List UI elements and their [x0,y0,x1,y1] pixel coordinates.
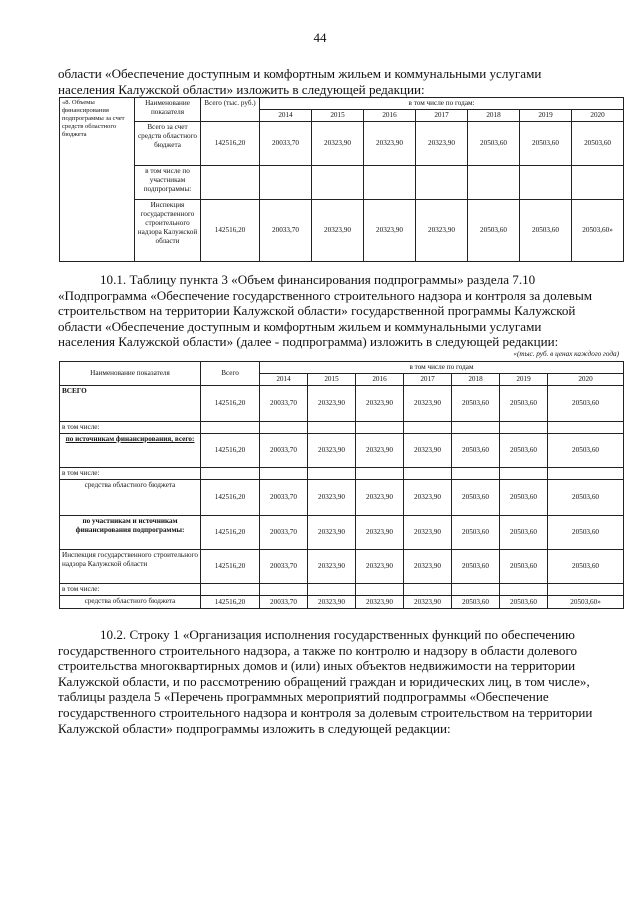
row-value: 20503,60 [548,516,624,550]
row-total: 142516,20 [201,122,260,166]
row-value [308,584,356,596]
intro-paragraph [58,66,618,97]
row-value [500,468,548,480]
year-header: 2017 [416,110,468,122]
row-value [260,422,308,434]
row-value: 20503,60 [452,516,500,550]
page-number: 44 [313,30,327,45]
row-value: 20503,60 [500,596,548,609]
row-value: 20033,70 [260,434,308,468]
row-value: 20323,90 [356,550,404,584]
section-label: «8. Объемы финансирования подпрограммы за счет средств областного бюджета [60,98,135,262]
header-total: Всего (тыс. руб.) [201,98,260,122]
table-row [60,480,624,516]
row-total [201,468,260,480]
row-value: 20503,60 [500,434,548,468]
row-value: 20323,90 [404,386,452,422]
row-name: в том числе по участникам подпрограммы: [135,166,201,200]
row-value: 20323,90 [312,122,364,166]
year-header: 2014 [260,374,308,386]
row-value: 20323,90 [308,386,356,422]
row-value [416,166,468,200]
row-total [201,584,260,596]
row-value: 20503,60 [548,434,624,468]
year-header: 2017 [404,374,452,386]
row-value [356,468,404,480]
text-line: 10.1. Таблицу пункта 3 «Объем финансирования подпрограммы» раздела 7.10 [100,272,536,287]
row-value: 20503,60 [500,480,548,516]
header-including: в том числе по годам: [260,98,624,110]
row-value [260,468,308,480]
row-total: 142516,20 [201,480,260,516]
text-line: области «Обеспечение доступным и комфортным жильем и коммунальными услугами [58,318,542,334]
header-name: Наименование показателя [135,98,201,122]
header-total: Всего [201,362,260,386]
row-value [308,422,356,434]
row-value [260,166,312,200]
row-value: 20323,90 [356,516,404,550]
row-value [404,584,452,596]
row-total: 142516,20 [201,516,260,550]
row-value: 20323,90 [308,480,356,516]
row-value [364,166,416,200]
row-value: 20323,90 [356,434,404,468]
year-header: 2020 [548,374,624,386]
row-name: средства областного бюджета [60,596,201,609]
row-value: 20503,60 [500,550,548,584]
text-line: таблицы раздела 5 «Перечень программных мероприятий подпрограммы «Обеспечение [58,689,549,705]
text-line: государственного строительного надзора, а также по контролю и надзору в области долевого [58,642,578,658]
row-total: 142516,20 [201,596,260,609]
text-line: Калужской области, и по рассмотрению обращений граждан и юридических лиц, в том числе», [58,673,590,689]
table-row [60,434,624,468]
row-value: 20323,90 [308,516,356,550]
row-value: 20033,70 [260,516,308,550]
row-total [201,166,260,200]
row-name: Всего за счет средств областного бюджета [135,122,201,166]
row-value: 20503,60 [572,122,624,166]
row-value: 20503,60» [548,596,624,609]
year-header: 2018 [468,110,520,122]
row-value [468,166,520,200]
row-value: 20033,70 [260,200,312,262]
row-value [548,422,624,434]
text-line: области «Обеспечение доступным и комфортным жильем и коммунальными услугами [58,66,542,81]
row-total: 142516,20 [201,200,260,262]
text-line: Калужской области» подпрограммы изложить в следующей редакции: [58,720,451,736]
row-name: в том числе: [60,422,201,434]
row-value: 20503,60 [452,386,500,422]
table-row [60,200,624,262]
row-value [520,166,572,200]
row-value: 20033,70 [260,480,308,516]
row-name: Инспекция государственного строительного надзора Калужской области [60,550,201,584]
row-name: средства областного бюджета [60,480,201,516]
table-row [60,386,624,422]
row-value: 20503,60 [548,480,624,516]
row-value [312,166,364,200]
row-value: 20323,90 [308,434,356,468]
row-total [201,422,260,434]
row-value: 20503,60 [520,122,572,166]
table-row [60,550,624,584]
row-value [356,422,404,434]
unit-note: «(тыс. руб. в ценах каждого года) [513,350,619,358]
row-value: 20323,90 [416,200,468,262]
row-name: ВСЕГО [60,386,201,422]
paragraph-10-1 [58,272,618,350]
row-value: 20503,60 [468,200,520,262]
row-value: 20503,60 [500,516,548,550]
text-line: населения Калужской области» изложить в следующей редакции: [58,81,425,97]
row-value: 20033,70 [260,596,308,609]
row-value: 20503,60 [500,386,548,422]
row-name: по участникам и источникам финансирования подпрограммы: [60,516,201,550]
financing-table-1 [59,97,624,262]
table-row [60,122,624,166]
year-header: 2015 [312,110,364,122]
row-value: 20323,90 [416,122,468,166]
row-value [260,584,308,596]
row-total: 142516,20 [201,550,260,584]
row-value [452,468,500,480]
row-value [308,468,356,480]
row-value: 20033,70 [260,550,308,584]
row-value: 20323,90 [404,516,452,550]
year-header: 2015 [308,374,356,386]
row-value: 20323,90 [404,550,452,584]
table-row [60,422,624,434]
row-value: 20323,90 [356,596,404,609]
row-value: 20323,90 [404,434,452,468]
row-value [404,422,452,434]
row-name: по источникам финансирования, всего: [60,434,201,468]
row-value: 20323,90 [404,596,452,609]
year-header: 2019 [500,374,548,386]
year-header: 2016 [364,110,416,122]
row-name: в том числе: [60,584,201,596]
row-value: 20323,90 [312,200,364,262]
table-row [60,516,624,550]
table-row [60,166,624,200]
year-header: 2018 [452,374,500,386]
row-value: 20323,90 [356,480,404,516]
row-name: Инспекция государственного строительного надзора Калужской области [135,200,201,262]
row-value [548,468,624,480]
row-value: 20503,60 [520,200,572,262]
row-value: 20323,90 [356,386,404,422]
year-header: 2020 [572,110,624,122]
paragraph-10-2 [58,627,618,736]
row-value: 20323,90 [364,122,416,166]
table-row [60,468,624,480]
table-row [60,584,624,596]
row-value [572,166,624,200]
text-line: государственного строительного надзора и контроля за долевым строительством на территории [58,704,593,720]
row-value: 20323,90 [404,480,452,516]
row-value: 20503,60 [452,480,500,516]
financing-table-2 [59,361,624,609]
header-including: в том числе по годам [260,362,624,374]
row-value [500,584,548,596]
row-total: 142516,20 [201,386,260,422]
year-header: 2019 [520,110,572,122]
row-value [500,422,548,434]
row-value: 20503,60 [452,550,500,584]
text-line: «Подпрограмма «Обеспечение государственного строительного надзора и контроля за долевым [58,287,593,303]
row-value: 20323,90 [308,550,356,584]
row-value: 20503,60» [572,200,624,262]
text-line: строительством на территории Калужской области» государственной программы Калужской [58,303,576,319]
row-total: 142516,20 [201,434,260,468]
row-value: 20503,60 [548,550,624,584]
row-value: 20503,60 [468,122,520,166]
year-header: 2016 [356,374,404,386]
row-value: 20503,60 [548,386,624,422]
year-header: 2014 [260,110,312,122]
row-value: 20033,70 [260,122,312,166]
row-name: в том числе: [60,468,201,480]
text-line: населения Калужской области» (далее - подпрограмма) изложить в следующей редакции: [58,334,559,350]
text-line: 10.2. Строку 1 «Организация исполнения государственных функций по обеспечению [100,627,575,642]
row-value [452,584,500,596]
row-value: 20503,60 [452,434,500,468]
text-line: строительства многоквартирных домов и (или) иных объектов недвижимости на территории [58,658,576,674]
row-value: 20033,70 [260,386,308,422]
row-value [356,584,404,596]
row-value [548,584,624,596]
row-value [452,422,500,434]
row-value [404,468,452,480]
row-value: 20323,90 [308,596,356,609]
row-value: 20503,60 [452,596,500,609]
header-name: Наименование показателя [60,362,201,386]
table-row [60,596,624,609]
row-value: 20323,90 [364,200,416,262]
